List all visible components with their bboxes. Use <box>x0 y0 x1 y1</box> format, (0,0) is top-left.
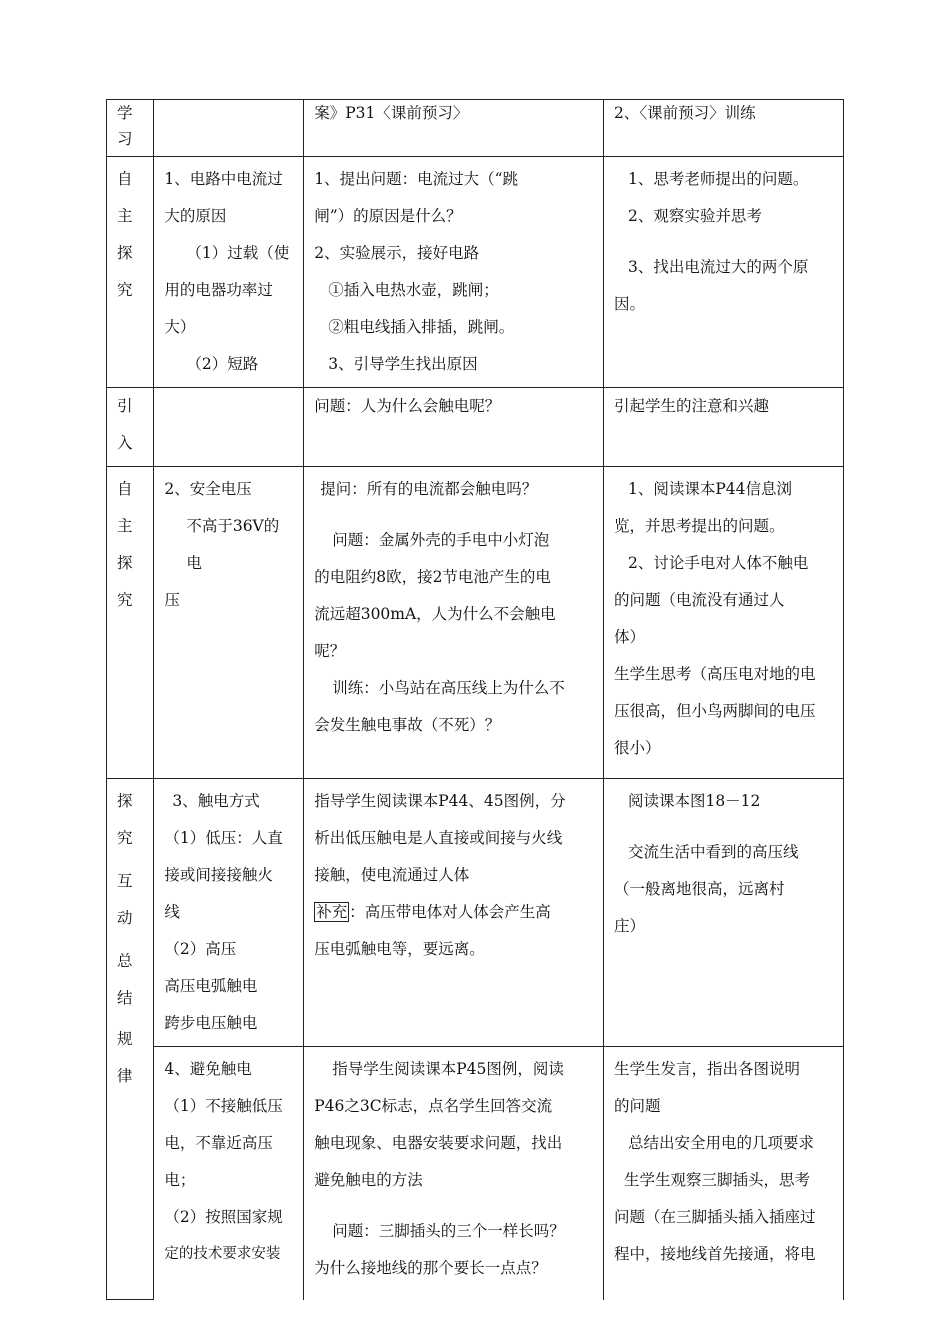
student-line: 1、思考老师提出的问题。 <box>627 170 809 188</box>
teacher-line: 为什么接地线的那个要长一点点？ <box>314 1259 547 1277</box>
teacher-line: 1、提出问题：电流过大（“跳 <box>314 170 518 188</box>
content-cell <box>154 467 304 779</box>
content-line: 电，不靠近高压 <box>164 1134 273 1152</box>
stage-cell <box>107 388 154 467</box>
teacher-line: 会发生触电事故（不死）？ <box>314 716 501 734</box>
content-line: （2）按照国家规 <box>164 1208 283 1226</box>
stage-label: 总结 <box>117 952 133 1007</box>
stage-label: 学习 <box>117 104 133 148</box>
stage-label: 自 主 <box>117 480 138 535</box>
content-line: 线 <box>164 903 180 921</box>
student-line: 2、讨论手电对人体不触电 <box>627 554 809 572</box>
stage-cell <box>107 157 154 388</box>
student-line: 交流生活中看到的高压线 <box>627 843 799 861</box>
lesson-plan-table <box>106 99 844 1300</box>
teacher-cell <box>304 388 604 467</box>
teacher-text: ：高压带电体对人体会产生高 <box>349 903 551 921</box>
content-line: 压 <box>164 591 180 609</box>
teacher-line: 问题：三脚插头的三个一样长吗？ <box>332 1222 565 1240</box>
table-row <box>107 467 844 779</box>
teacher-line: 指导学生阅读课本P45图例，阅读 <box>332 1060 564 1078</box>
teacher-line: 触电现象、电器安装要求问题，找出 <box>314 1134 563 1152</box>
teacher-line: 2、实验展示，接好电路 <box>314 244 480 262</box>
content-line: （2）高压 <box>164 940 237 958</box>
stage-label: 自 主 <box>117 170 138 225</box>
student-line: 体） <box>613 628 645 646</box>
student-line: 阅读课本图18－12 <box>627 792 761 810</box>
supplement-tag: 补充 <box>316 903 348 921</box>
teacher-line: 问题：金属外壳的手电中小灯泡 <box>332 531 550 549</box>
student-line: 的问题 <box>613 1097 661 1115</box>
student-line: 览，并思考提出的问题。 <box>613 517 785 535</box>
teacher-line: 析出低压触电是人直接或间接与火线 <box>314 829 563 847</box>
teacher-line: 3、引导学生找出原因 <box>328 355 478 373</box>
student-line: 很小） <box>613 739 661 757</box>
teacher-line: 训练：小鸟站在高压线上为什么不 <box>332 679 565 697</box>
content-line: 3、触电方式 <box>172 792 260 810</box>
student-cell <box>603 779 843 1047</box>
teacher-cell <box>304 157 604 388</box>
table-row <box>107 1047 844 1300</box>
content-cell <box>154 100 304 157</box>
teacher-line: 流远超300mA，人为什么不会触电 <box>314 605 556 623</box>
content-line: 1、电路中电流过 <box>164 170 283 188</box>
stage-label: 规律 <box>117 1030 133 1085</box>
content-line: 高压电弧触电 <box>164 977 258 995</box>
teacher-line: 闸”）的原因是什么？ <box>314 207 462 225</box>
content-cell <box>154 157 304 388</box>
content-cell <box>154 388 304 467</box>
student-line: 的问题（电流没有通过人 <box>613 591 785 609</box>
student-line: 压很高，但小鸟两脚间的电压 <box>613 702 816 720</box>
table-row <box>107 157 844 388</box>
teacher-line: 呢？ <box>314 642 346 660</box>
content-line: 2、安全电压 <box>164 480 252 498</box>
student-line: 总结出安全用电的几项要求 <box>627 1134 814 1152</box>
stage-label: 引入 <box>117 397 133 452</box>
teacher-cell <box>304 100 604 157</box>
student-cell <box>603 157 843 388</box>
student-cell <box>603 467 843 779</box>
table-row <box>107 779 844 1047</box>
content-line: 大的原因 <box>164 207 227 225</box>
content-line: （1）过载（使 <box>186 244 290 262</box>
teacher-cell <box>304 1047 604 1300</box>
student-line: 程中，接地线首先接通，将电 <box>613 1245 816 1263</box>
student-line: 3、找出电流过大的两个原 <box>627 258 809 276</box>
content-line: 大） <box>164 318 196 336</box>
teacher-line: 的电阻约8欧，接2节电池产生的电 <box>314 568 551 586</box>
teacher-line: 案》P31〈课前预习〉 <box>314 104 469 122</box>
student-cell <box>603 388 843 467</box>
teacher-line: P46之3C标志，点名学生回答交流 <box>314 1097 553 1115</box>
teacher-line: 指导学生阅读课本P44、45图例，分 <box>314 792 566 810</box>
student-cell <box>603 1047 843 1300</box>
content-line: 定的技术要求安装 <box>164 1246 281 1262</box>
stage-label: 探究 <box>117 792 133 847</box>
teacher-line: 提问：所有的电流都会触电吗？ <box>320 480 538 498</box>
stage-label: 探究 <box>117 554 133 609</box>
stage-cell <box>107 779 154 1300</box>
teacher-line <box>314 894 594 931</box>
content-line: （2）短路 <box>186 355 259 373</box>
teacher-line: ②粗电线插入排插，跳闸。 <box>328 318 515 336</box>
student-line: 生学生思考（高压电对地的电 <box>613 665 816 683</box>
content-line: 电； <box>164 1171 196 1189</box>
teacher-cell <box>304 467 604 779</box>
student-line: （一般离地很高，远离村 <box>613 880 785 898</box>
teacher-line: ①插入电热水壶，跳闸； <box>328 281 499 299</box>
teacher-line: 问题：人为什么会触电呢？ <box>314 397 501 415</box>
student-line: 生学生发言，指出各图说明 <box>613 1060 800 1078</box>
student-line: 2、〈课前预习〉训练 <box>613 104 756 122</box>
table-row <box>107 100 844 157</box>
content-line: 跨步电压触电 <box>164 1014 258 1032</box>
content-line: 接或间接接触火 <box>164 866 273 884</box>
stage-label: 探究 <box>117 244 133 299</box>
student-line: 引起学生的注意和兴趣 <box>613 397 769 415</box>
content-cell <box>154 779 304 1047</box>
content-line: （1）不接触低压 <box>164 1097 283 1115</box>
student-line: 生学生观察三脚插头，思考 <box>623 1171 810 1189</box>
teacher-cell <box>304 779 604 1047</box>
content-line: （1）低压：人直 <box>164 829 283 847</box>
stage-cell <box>107 100 154 157</box>
content-line: 不高于36V的电 <box>186 517 280 572</box>
stage-cell <box>107 467 154 779</box>
student-line: 2、观察实验并思考 <box>627 207 762 225</box>
teacher-line: 接触，使电流通过人体 <box>314 866 470 884</box>
table-row <box>107 388 844 467</box>
student-line: 因。 <box>613 295 645 313</box>
content-line: 4、避免触电 <box>164 1060 252 1078</box>
student-cell <box>603 100 843 157</box>
stage-label: 互动 <box>117 872 133 927</box>
teacher-line: 避免触电的方法 <box>314 1171 423 1189</box>
student-line: 问题（在三脚插头插入插座过 <box>613 1208 816 1226</box>
teacher-line: 压电弧触电等，要远离。 <box>314 940 485 958</box>
content-line: 用的电器功率过 <box>164 281 273 299</box>
student-line: 1、阅读课本P44信息浏 <box>627 480 792 498</box>
student-line: 庄） <box>613 917 645 935</box>
content-cell <box>154 1047 304 1300</box>
